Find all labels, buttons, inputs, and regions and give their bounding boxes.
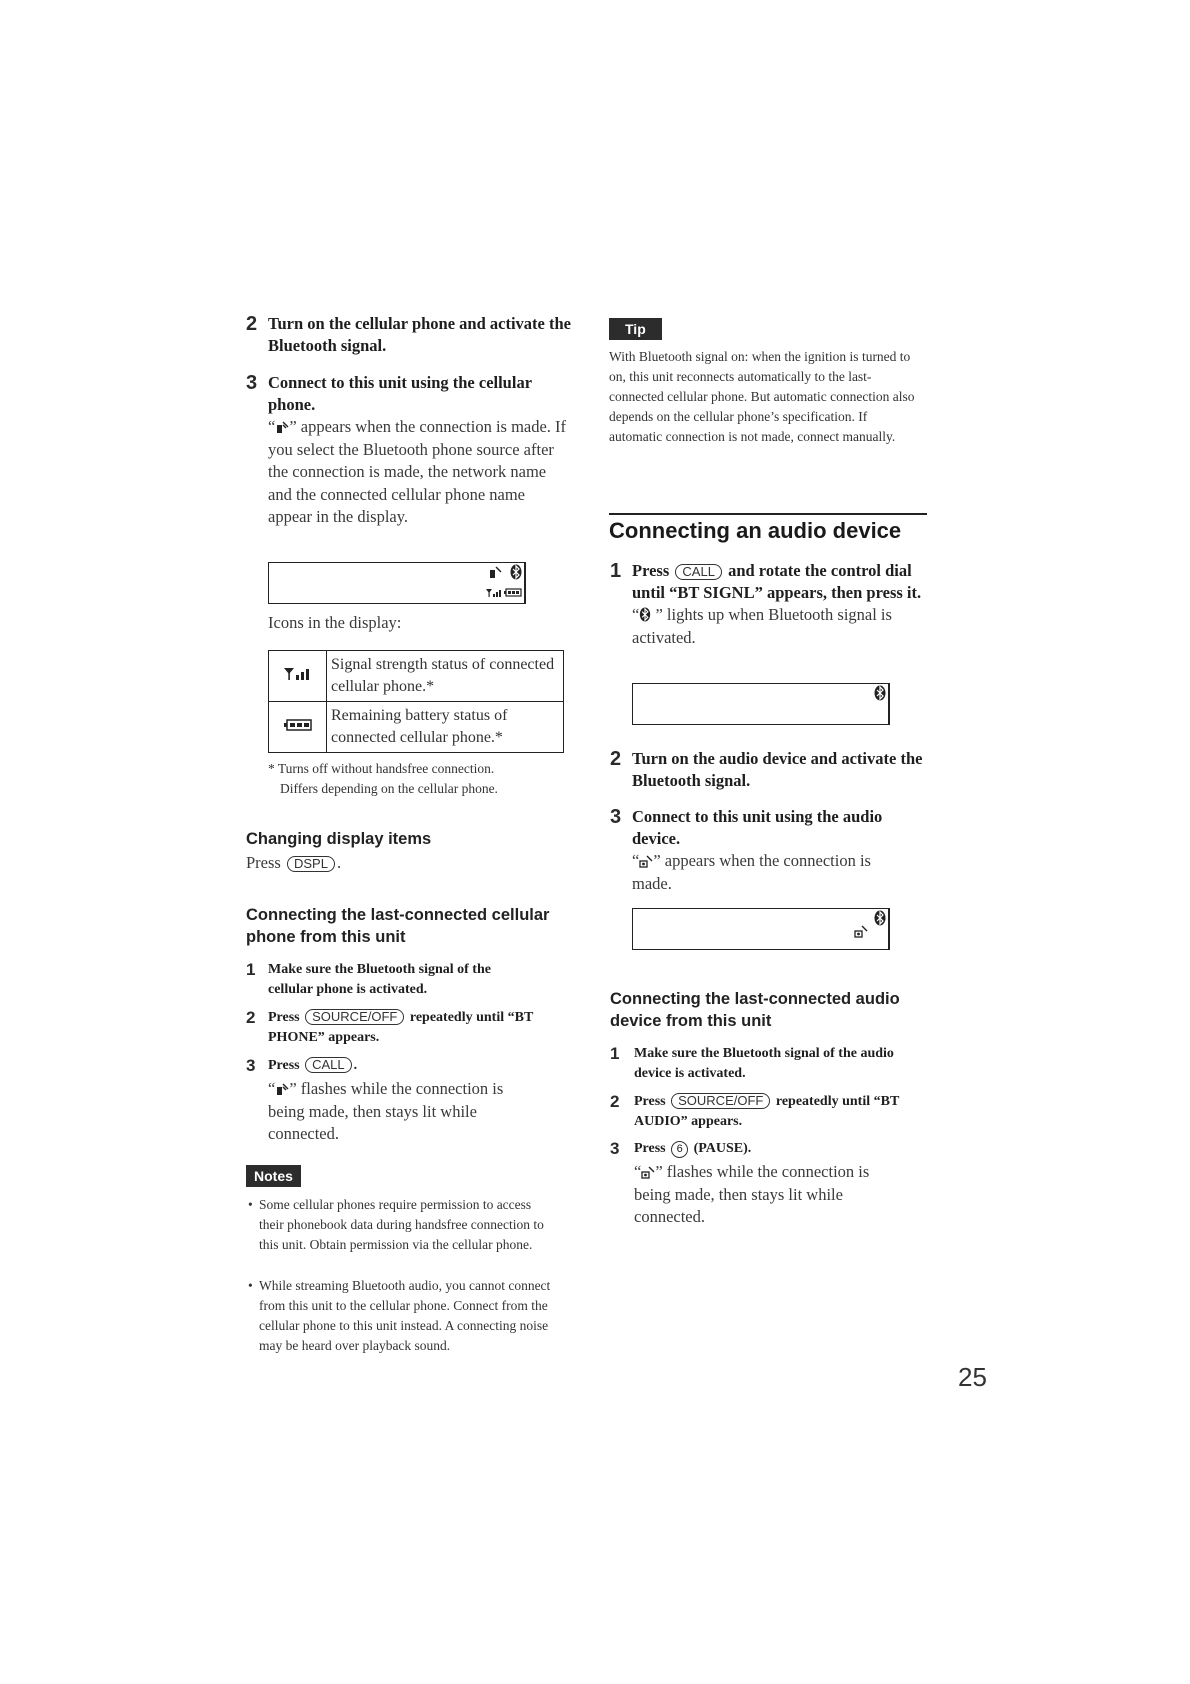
table-cell-icon: [269, 702, 327, 753]
display-illustration: [632, 683, 890, 725]
press-text: Press: [246, 853, 281, 872]
battery-icon: [284, 718, 312, 735]
step-body: “ ” appears when the connection is made. If you select the Bluetooth phone source after the connection is made, the network name and the connected cellular phone name appear in the display.: [268, 417, 567, 526]
step-number: 2: [610, 1092, 620, 1111]
heading-last-connected-phone: Connecting the last-connected cellular phone from this unit: [246, 906, 550, 946]
section-divider: [609, 513, 927, 515]
display-illustration: [268, 562, 526, 604]
footnote-line-1: * Turns off without handsfree connection.: [268, 761, 495, 776]
period-text: .: [336, 853, 342, 872]
step-title: Connect to this unit using the audio device.: [632, 807, 883, 848]
step-title-rest: repeatedly until “BT AUDIO” appears.: [634, 1094, 900, 1129]
press-text: Press: [268, 1010, 300, 1025]
step-number: 2: [246, 1008, 256, 1027]
left-lastconn-step-2: [246, 1008, 576, 1048]
bluetooth-icon: [874, 910, 886, 931]
step-number: 3: [246, 1056, 256, 1075]
note-text: While streaming Bluetooth audio, you cannot connect from this unit to the cellular phone. Connect from the cellular phone to this unit instead. A connecting noise may be heard over playback sound.: [259, 1278, 551, 1353]
period-text: .: [353, 1058, 358, 1073]
step-body-text: ” lights up when Bluetooth signal is activated.: [632, 605, 892, 647]
step-body-text: ” appears when the connection is made.: [632, 851, 871, 893]
step-number: 1: [610, 560, 622, 582]
tip-label: Tip: [609, 318, 662, 340]
right-step-2: [610, 748, 930, 792]
step-title-rest: (PAUSE).: [693, 1141, 752, 1156]
right-step-1: [610, 560, 930, 649]
step-body: “ ” flashes while the connection is being made, then stays lit while connected.: [634, 1162, 870, 1226]
table-cell-text: Signal strength status of connected cellular phone.*: [327, 651, 564, 702]
call-button[interactable]: CALL: [675, 564, 722, 580]
step-title-rest: repeatedly until “BT PHONE” appears.: [268, 1010, 534, 1045]
step-number: 3: [246, 372, 258, 394]
table-row: [269, 702, 564, 753]
icons-table: [268, 650, 564, 753]
step-title: Make sure the Bluetooth signal of the cellular phone is activated.: [268, 962, 491, 997]
note-item: [248, 1195, 559, 1255]
left-step-3: [246, 372, 576, 529]
heading-changing-display: Changing display items: [246, 830, 432, 848]
bluetooth-icon: [639, 606, 651, 621]
heading-last-connected-audio: Connecting the last-connected audio device from this unit: [610, 990, 900, 1030]
bullet-dot: •: [248, 1197, 253, 1212]
audio-connected-icon: [641, 1163, 655, 1177]
right-lastconn-step-1: [610, 1044, 930, 1084]
section-title: Connecting an audio device: [609, 518, 902, 543]
press-text: Press: [632, 561, 670, 580]
display-illustration: [632, 908, 890, 950]
table-cell-icon: [269, 651, 327, 702]
press-text: Press: [634, 1094, 666, 1109]
audio-connected-icon: [854, 924, 868, 943]
note-item: [248, 1276, 565, 1356]
step-title: [268, 1056, 576, 1076]
signal-strength-icon: [284, 667, 312, 684]
step-body-text: ” appears when the connection is made. If you select the Bluetooth phone source after the connection is made, the network name and the connected cellular phone name appear in the display.: [268, 417, 567, 526]
table-row: [269, 651, 564, 702]
right-lastconn-step-2: [610, 1092, 930, 1132]
right-step-3: [610, 806, 930, 895]
step-number: 2: [610, 748, 622, 770]
tip-text: With Bluetooth signal on: when the ignition is turned to on, this unit reconnects automatically to the last-connected cellular phone. But automatic connection also depends on the cellular phone’s specification. If automatic connection is not made, connect manually.: [609, 349, 915, 444]
source-off-button[interactable]: SOURCE/OFF: [305, 1009, 404, 1025]
phone-connected-icon: [488, 565, 502, 584]
step-title-rest: and rotate the control dial until “BT SIGNL” appears, then press it.: [632, 561, 922, 602]
bluetooth-icon: [510, 564, 522, 585]
step-body-text: ” flashes while the connection is being made, then stays lit while connected.: [634, 1162, 870, 1226]
bullet-dot: •: [248, 1278, 253, 1293]
step-title: Turn on the cellular phone and activate the Bluetooth signal.: [268, 314, 571, 355]
step-body: “ ” appears when the connection is made.: [632, 851, 871, 893]
audio-connected-icon: [639, 852, 653, 866]
page-number: 25: [958, 1362, 987, 1392]
step-body-text: ” flashes while the connection is being made, then stays lit while connected.: [268, 1079, 504, 1143]
call-button[interactable]: CALL: [305, 1057, 352, 1073]
pause-button-6[interactable]: 6: [671, 1141, 688, 1158]
notes-label: Notes: [246, 1165, 301, 1187]
step-number: 3: [610, 806, 622, 828]
step-number: 1: [246, 960, 256, 979]
phone-connected-icon: [275, 1080, 289, 1094]
step-title: Connect to this unit using the cellular phone.: [268, 373, 532, 414]
left-step-2: [246, 313, 576, 357]
source-off-button[interactable]: SOURCE/OFF: [671, 1093, 770, 1109]
changing-display-body: [246, 852, 341, 875]
icons-caption: Icons in the display:: [268, 613, 402, 632]
press-text: Press: [634, 1141, 666, 1156]
left-lastconn-step-3: [246, 1056, 576, 1146]
step-number: 2: [246, 313, 258, 335]
battery-icon: [504, 584, 522, 602]
note-text: Some cellular phones require permission to access their phonebook data during handsfree connection to this unit. Obtain permission via the cellular phone.: [259, 1197, 544, 1252]
phone-connected-icon: [275, 418, 289, 432]
step-title: [632, 560, 930, 604]
step-number: 1: [610, 1044, 620, 1063]
press-text: Press: [268, 1058, 300, 1073]
step-body: “ ” lights up when Bluetooth signal is activated.: [632, 605, 892, 647]
signal-strength-icon: [486, 584, 502, 602]
bluetooth-icon: [874, 685, 886, 706]
footnote-line-2: Differs depending on the cellular phone.: [280, 781, 498, 796]
dspl-button[interactable]: DSPL: [287, 856, 335, 872]
step-title: [268, 1008, 568, 1048]
left-lastconn-step-1: [246, 960, 576, 1000]
right-lastconn-step-3: [610, 1139, 930, 1229]
step-title: Make sure the Bluetooth signal of the audio device is activated.: [634, 1046, 894, 1081]
step-title: [634, 1139, 930, 1159]
table-cell-text: Remaining battery status of connected cellular phone.*: [327, 702, 564, 753]
step-number: 3: [610, 1139, 620, 1158]
step-body: “ ” flashes while the connection is being made, then stays lit while connected.: [268, 1079, 504, 1143]
step-title: Turn on the audio device and activate the Bluetooth signal.: [632, 749, 923, 790]
step-title: [634, 1092, 930, 1132]
